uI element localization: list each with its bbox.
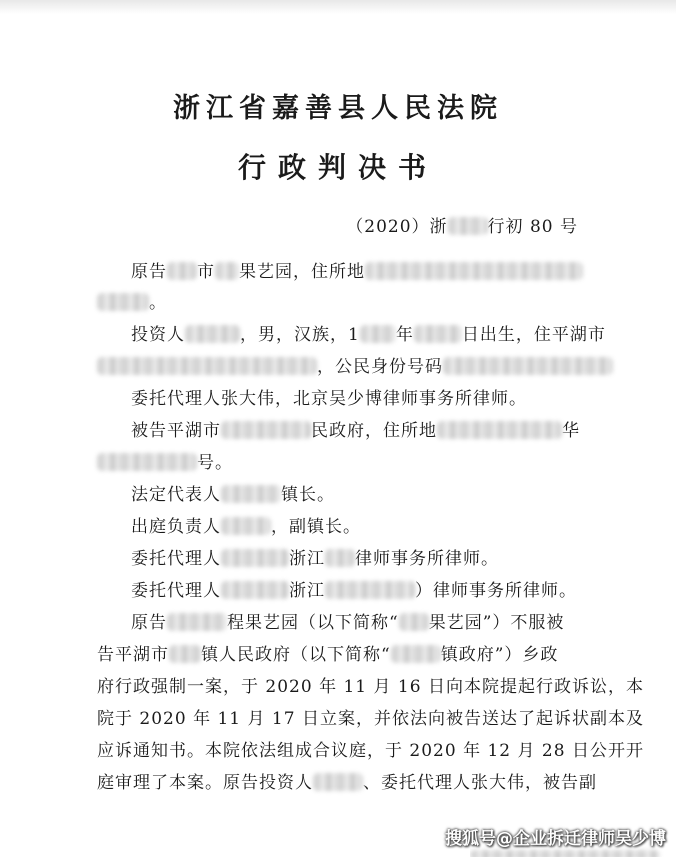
body-line <box>131 512 361 537</box>
body-line <box>131 576 577 601</box>
text-segment: 华 <box>562 421 580 441</box>
body-line <box>97 352 613 377</box>
case-number-prefix: （2020）浙 <box>346 217 448 237</box>
text-segment: 、委托代理人张大伟，被告副 <box>363 773 597 793</box>
text-segment: 委托代理人 <box>131 549 221 569</box>
body-line <box>97 768 597 793</box>
body-line <box>97 448 233 473</box>
text-segment: 投资人 <box>131 325 185 345</box>
redacted-block <box>414 325 462 343</box>
text-segment: 镇政府”）乡政 <box>440 645 559 665</box>
text-segment: 庭审理了本案。原告投资人 <box>97 773 313 793</box>
text-segment: ）律师事务所律师。 <box>415 581 577 601</box>
redacted-block <box>97 453 197 471</box>
redacted-block <box>437 421 562 439</box>
text-segment: 原告 <box>131 262 167 282</box>
body-line <box>131 257 583 282</box>
redacted-block <box>325 549 355 567</box>
text-segment: 果艺园，住所地 <box>239 262 365 282</box>
document-type-title: 行政判决书 <box>237 151 438 184</box>
text-segment: 被告平湖市 <box>131 421 221 441</box>
body-line: 委托代理人张大伟，北京吴少博律师事务所律师。 <box>131 389 527 409</box>
text-segment: ，公民身份号码 <box>317 357 443 377</box>
body-line <box>131 480 335 505</box>
text-segment: 委托代理人 <box>131 581 221 601</box>
body-line: 府行政强制一案，于 2020 年 11 月 16 日向本院提起行政诉讼，本 <box>97 677 644 697</box>
text-segment: 年 <box>395 325 414 345</box>
redacted-block <box>221 517 271 535</box>
text-segment: 告平湖市 <box>97 645 169 665</box>
text-segment: 果艺园”）不服被 <box>428 613 565 633</box>
body-line <box>131 544 499 569</box>
redacted-block <box>97 357 317 375</box>
text-segment: 号。 <box>197 453 233 473</box>
text-segment: 民政府，住所地 <box>311 421 437 441</box>
redacted-block <box>167 262 197 280</box>
redacted-block <box>221 581 289 599</box>
text-segment: 浙江 <box>289 549 325 569</box>
text-segment: ，男，汉族，1 <box>240 325 360 345</box>
redacted-block <box>313 773 363 791</box>
redacted-block <box>169 645 201 663</box>
redacted-block <box>167 613 227 631</box>
body-line: 应诉通知书。本院依法组成合议庭，于 2020 年 12 月 28 日公开开 <box>97 741 644 761</box>
watermark-text: 搜狐号@企业拆迁律师吴少博 <box>445 829 666 849</box>
page-top-shadow <box>0 0 676 14</box>
text-segment: 程果艺园（以下简称“ <box>227 613 399 633</box>
redacted-block <box>399 613 429 631</box>
redacted-block <box>215 262 239 280</box>
case-number-suffix: 行初 80 号 <box>487 217 578 237</box>
text-segment: 律师事务所律师。 <box>355 549 499 569</box>
redacted-block <box>221 549 289 567</box>
court-name: 浙江省嘉善县人民法院 <box>173 93 503 124</box>
text-segment: 。 <box>149 293 167 313</box>
redacted-block <box>391 645 441 663</box>
redacted-block <box>325 581 415 599</box>
text-segment: 出庭负责人 <box>131 517 221 537</box>
redacted-block <box>443 357 613 375</box>
redacted-block <box>365 262 583 280</box>
body-line <box>131 608 564 633</box>
body-line <box>97 640 558 665</box>
redacted-block <box>221 421 311 439</box>
redacted-block <box>360 325 396 343</box>
redacted-block <box>221 485 281 503</box>
body-line <box>131 320 606 345</box>
redacted-block <box>448 217 488 235</box>
body-line <box>131 416 580 441</box>
text-segment: 镇长。 <box>281 485 335 505</box>
text-segment: 原告 <box>131 613 167 633</box>
text-segment: 镇人民政府（以下简称“ <box>201 645 391 665</box>
redacted-block <box>97 293 149 311</box>
text-segment: 日出生，住平湖市 <box>461 325 606 345</box>
case-number <box>346 212 578 237</box>
body-line <box>97 288 167 313</box>
text-segment: 法定代表人 <box>131 485 221 505</box>
body-line: 院于 2020 年 11 月 17 日立案，并依法向被告送达了起诉状副本及 <box>97 709 644 729</box>
redacted-block <box>185 325 240 343</box>
text-segment: ，副镇长。 <box>271 517 361 537</box>
text-segment: 市 <box>197 262 215 282</box>
redacted-block <box>470 850 660 857</box>
text-segment: 浙江 <box>289 581 325 601</box>
